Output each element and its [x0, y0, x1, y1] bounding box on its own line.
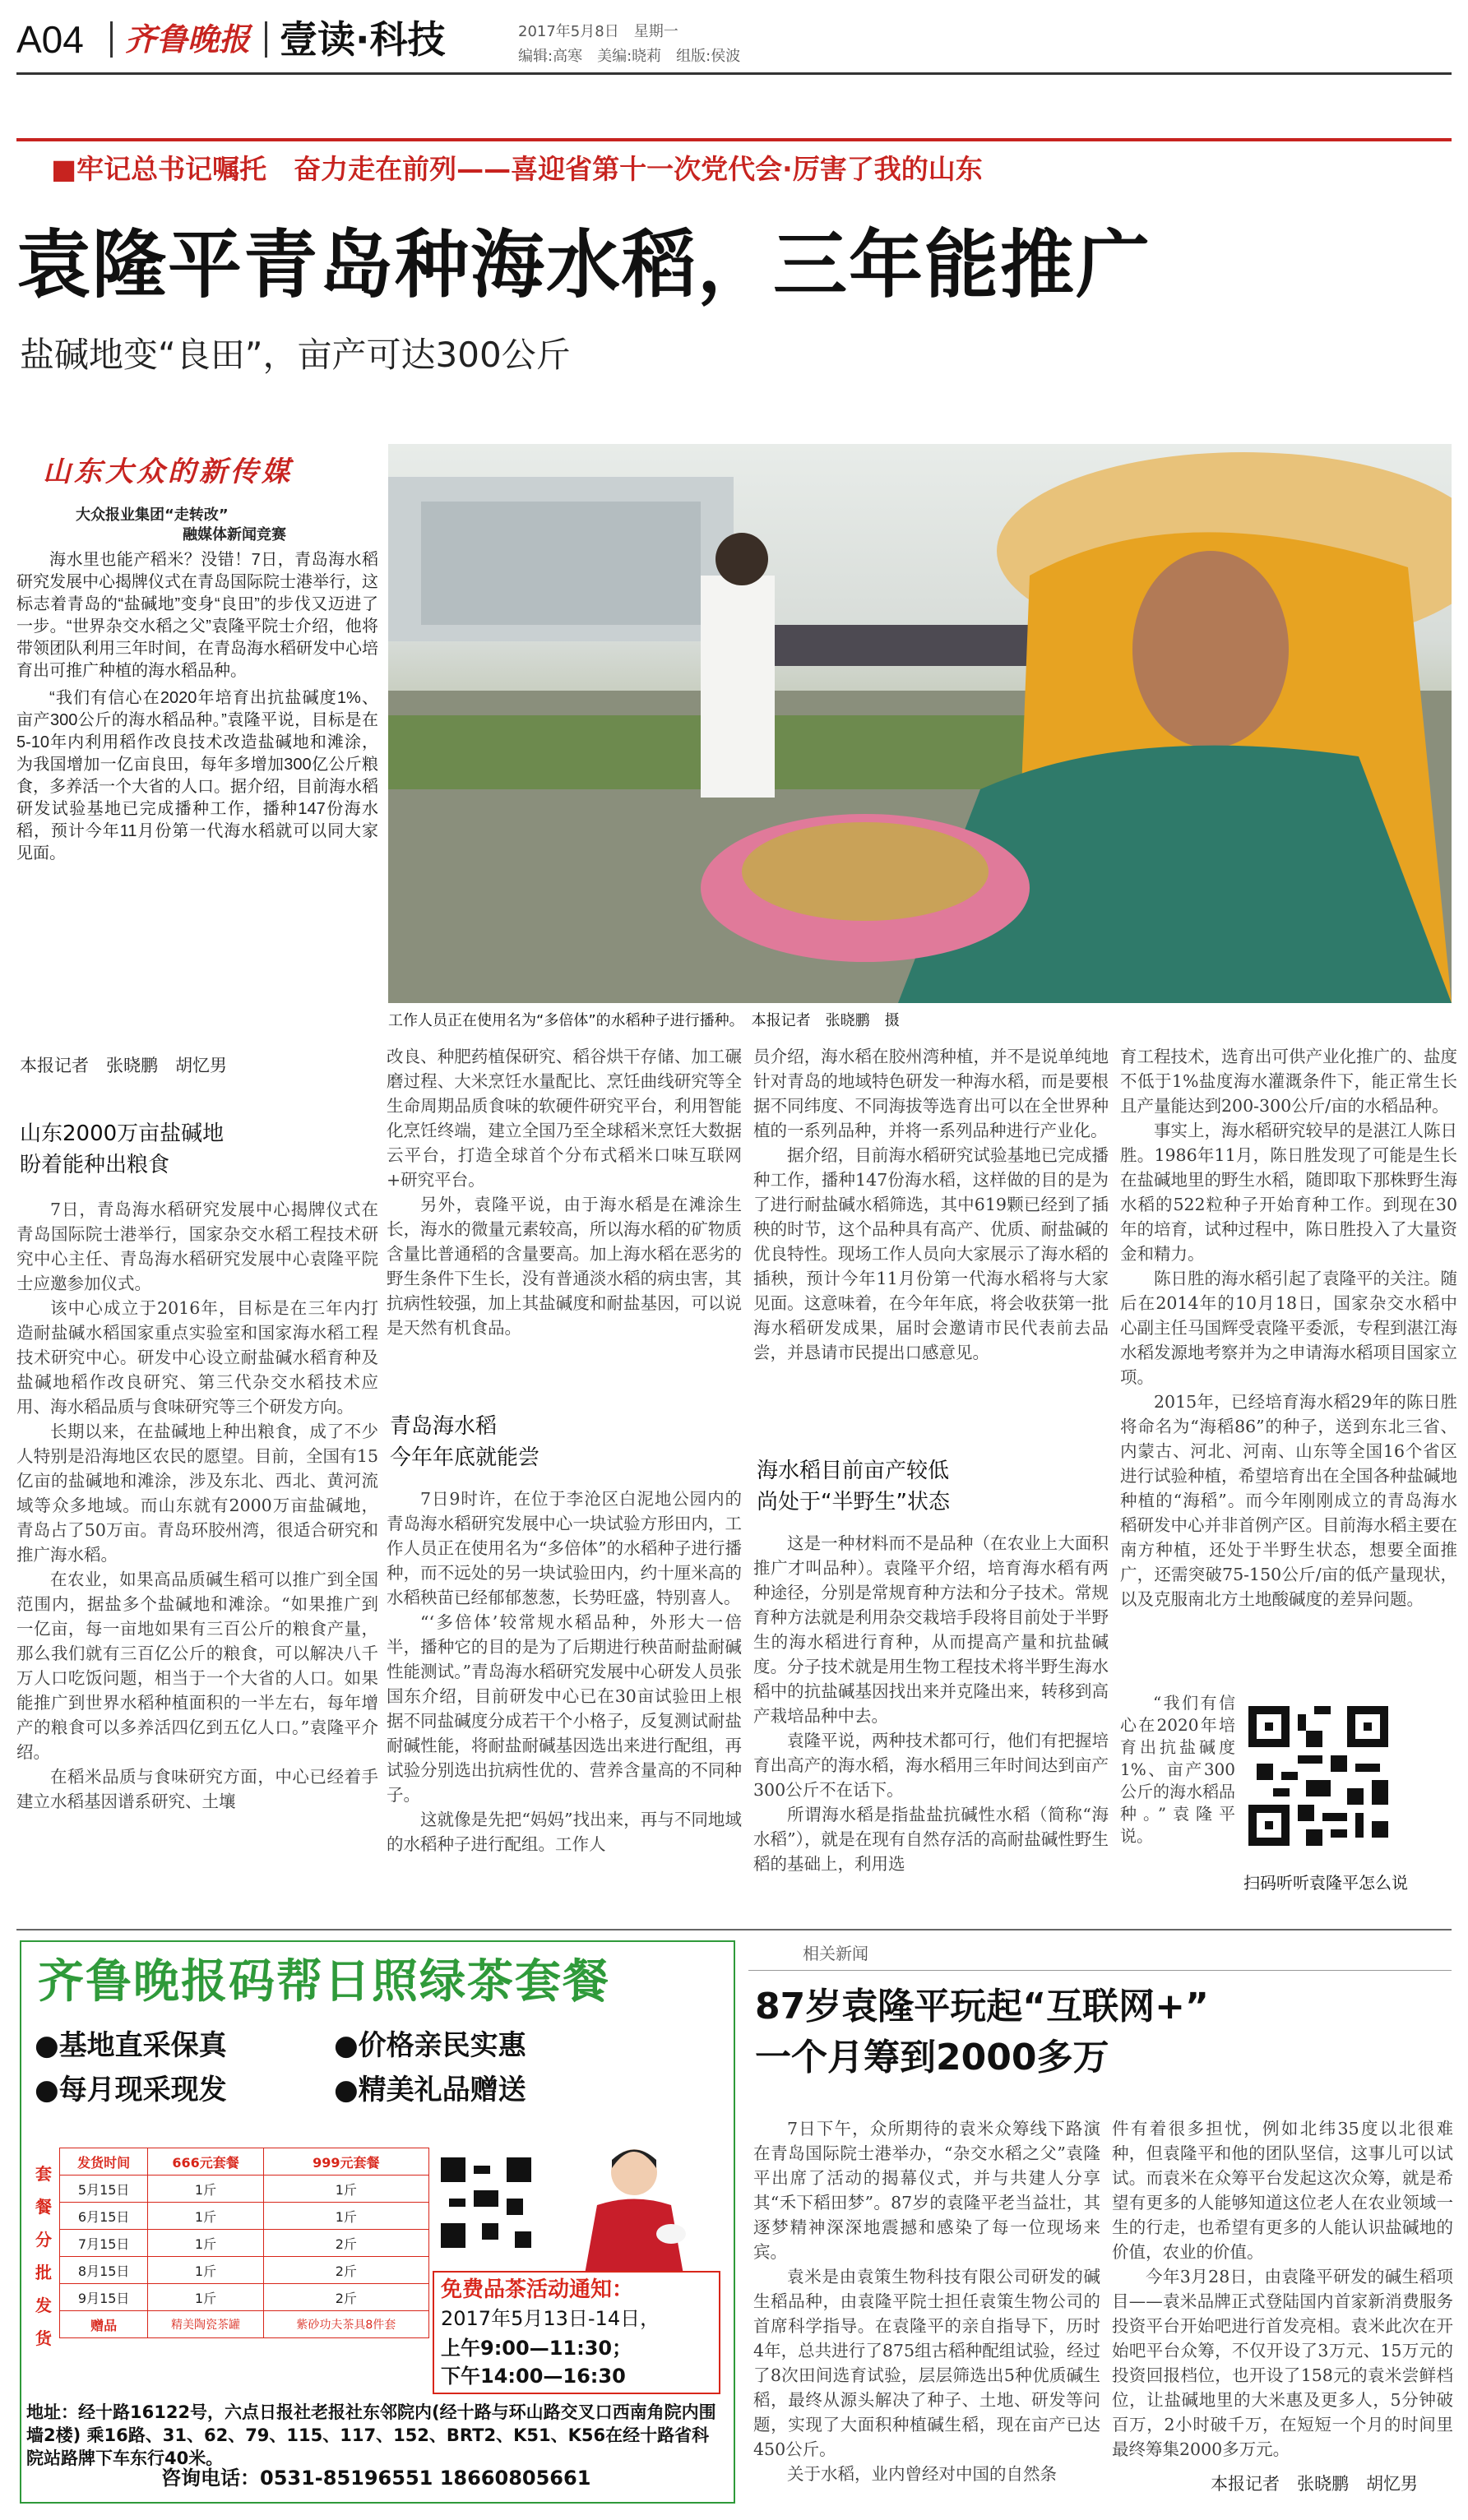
ad-table-cell: 赠品 — [60, 2311, 148, 2338]
ad-notice-title: 免费品茶活动通知： — [441, 2277, 634, 2302]
col2-paragraph: 另外，袁隆平说，由于海水稻是在滩涂生长，海水的微量元素较高，所以海水稻的矿物质含量比普通稻的含量要高。加上海水稻在恶劣的野生条件下生长，没有普通淡水稻的病虫害，其抗病性较强，加上其盐碱度和耐盐基因，可以说是天然有机食品。 — [387, 1195, 742, 1338]
ad-table-cell: 1斤 — [148, 2284, 263, 2311]
col1-body — [16, 1197, 378, 1921]
col1-paragraph: 该中心成立于2016年，目标是在三年内打造耐盐碱水稻国家重点实验室和国家海水稻工程技术研究中心。研发中心设立耐盐碱水稻育种及盐碱地稻作改良研究、第三代杂交水稻技术应用、海水稻品质与食味研究等三个研发方向。 — [16, 1298, 378, 1417]
staff-line: 编辑:高寒 美编:晓莉 组版:侯波 — [518, 48, 741, 65]
ad-feature: ●每月现采现发 — [35, 2074, 227, 2106]
ad-table-cell: 1斤 — [263, 2203, 428, 2230]
col2-subhead: 青岛海水稻 今年年底就能尝 — [390, 1414, 540, 1470]
col4-paragraph: 育工程技术，选育出可供产业化推广的、盐度不低于1%盐度海水灌溉条件下，能正常生长且产量能达到200-300公斤/亩的水稻品种。 — [1120, 1047, 1457, 1116]
col2-body-bottom — [387, 1487, 742, 1921]
ad-table-row — [60, 2284, 429, 2311]
ad-table-cell: 1斤 — [148, 2257, 263, 2284]
ad-table-cell: 1斤 — [148, 2203, 263, 2230]
col3-body-top — [753, 1044, 1109, 1414]
related-label-rule — [748, 1970, 1452, 1971]
campaign-logo-text: 山东大众的新传媒 — [43, 455, 293, 488]
qr-code-graphic — [1248, 1706, 1388, 1846]
ad-hotline: 咨询电话：0531-85196551 18660805661 — [161, 2467, 591, 2490]
related-byline: 本报记者 张晓鹏 胡忆男 — [1211, 2474, 1418, 2494]
main-photo — [388, 444, 1452, 1003]
col1-paragraph: 在农业，如果高品质碱生稻可以推广到全国范围内，据盐多个盐碱地和滩涂。“如果推广到一亿亩，每一亩地如果有三百公斤的粮食产量，那么我们就有三百亿公斤的粮食，可以解决八千万人口吃饭问题，相当于一个大省的人口。如果能推广到世界水稻种植面积的一半左右，每年增产的粮食可以多养活四亿到五亿人口。”袁隆平介绍。 — [16, 1570, 378, 1762]
lead-text — [16, 549, 378, 1006]
photo-caption: 工作人员正在使用名为“多倍体”的水稻种子进行播种。 本报记者 张晓鹏 摄 — [388, 1012, 900, 1029]
ad-qr-code — [441, 2157, 531, 2248]
col3-subhead: 海水稻目前亩产较低 尚处于“半野生”状态 — [757, 1459, 950, 1514]
ad-table-cell: 精美陶瓷茶罐 — [148, 2311, 263, 2338]
campaign-line-2: 融媒体新闻竞赛 — [183, 526, 286, 543]
ad-table-cell: 9月15日 — [60, 2284, 148, 2311]
paper-logo: 齐鲁晚报 — [125, 21, 251, 58]
sub-headline: 盐碱地变“良田”，亩产可达300公斤 — [20, 335, 571, 375]
ad-table-cell: 2斤 — [263, 2230, 428, 2257]
masthead-divider-2 — [265, 21, 267, 58]
col2-paragraph: “‘多倍体’较常规水稻品种，外形大一倍半，播种它的目的是为了后期进行秧苗耐盐耐碱性能测试。”青岛海水稻研究发展中心研发人员张国东介绍，目前研发中心已在30亩试验田上根据不同盐碱度分成若干个小格子，反复测试耐盐耐碱性能，将耐盐耐碱基因选出来进行配组，再试验分别选出抗病性优的、营养含量高的不同种子。 — [387, 1612, 742, 1805]
ad-side-label: 套餐分批发货 — [35, 2164, 52, 2348]
lead-paragraph: “我们有信心在2020年培育出抗盐碱度1%、亩产300公斤的海水稻品种。”袁隆平说，目标是在5-10年内利用稻作改良技术改造盐碱地和滩涂，为我国增加一亿亩良田，每年多增加300亿公斤粮食，多养活一个大省的人口。据介绍，目前海水稻研发试验基地已完成播种工作，播种147份海水稻，预计今年11月份第一代海水稻就可以同大家见面。 — [16, 689, 378, 862]
ad-qr-graphic — [441, 2157, 531, 2248]
related-paragraph: 袁米是由袁策生物科技有限公司研发的碱生稻品种，由袁隆平院士担任袁策生物公司的首席科学指导。在袁隆平的亲自指导下，历时4年，总共进行了875组古稻种配组试验，经过了8次田间选育试验，层层筛选出5种优质碱生稻，最终从源头解决了种子、土地、研发等问题，实现了大面积种植碱生稻，现在亩产已达450公斤。 — [753, 2267, 1100, 2459]
ad-table-header-cell: 发货时间 — [60, 2148, 148, 2176]
col3-paragraph: 袁隆平说，两种技术都可行，他们有把握培育出高产的海水稻，海水稻用三年时间达到亩产300公斤不在话下。 — [753, 1731, 1109, 1800]
col2-paragraph: 7日9时许，在位于李沧区白泥地公园内的青岛海水稻研究发展中心一块试验方形田内，工作人员正在使用名为“多倍体”的水稻种子进行播种，而不远处的另一块试验田内，约十厘米高的水稻秧苗已经郁郁葱葱，长势旺盛，特别喜人。 — [387, 1489, 742, 1607]
ad-address: 地址：经十路16122号，六点日报社老报社东邻院内(经十路与环山路交叉口西南角院内围墙2楼) 乘16路、31、62、79、115、117、152、BRT2、K51、K56在经十路省科院站路牌下车东行40米。 — [26, 2402, 716, 2468]
ad-table-cell: 2斤 — [263, 2257, 428, 2284]
related-label: 相关新闻 — [803, 1944, 868, 1963]
byline: 本报记者 张晓鹏 胡忆男 — [20, 1056, 227, 1075]
related-paragraph: 今年3月28日，由袁隆平研发的碱生稻项目——袁米品牌正式登陆国内首家新消费服务投资平台开始吧进行首发亮相。袁米此次在开始吧平台众筹，不仅开设了3万元、15万元的投资回报档位，也开设了158元的袁米尝鲜档位，让盐碱地里的大米惠及更多人，5分钟破百万，2小时破千万，在短短一个月的时间里最终筹集2000多万元。 — [1112, 2267, 1453, 2459]
photo-illustration — [388, 444, 1452, 1003]
ad-title: 齐鲁晚报码帮日照绿茶套餐 — [38, 1955, 610, 2009]
col4-paragraph: 事实上，海水稻研究较早的是湛江人陈日胜。1986年11月，陈日胜发现了可能是生长在盐碱地里的野生水稻，随即取下那株野生海水稻的522粒种子开始育种工作。到现在30年的培育，试种过程中，陈日胜投入了大量资金和精力。 — [1120, 1121, 1457, 1264]
ad-feature: ●基地直采保真 — [35, 2029, 227, 2062]
col1-paragraph: 长期以来，在盐碱地上种出粮食，成了不少人特别是沿海地区农民的愿望。目前，全国有15亿亩的盐碱地和滩涂，涉及东北、西北、黄河流域等众多地域。而山东就有2000万亩盐碱地，青岛占了50万亩。青岛环胶州湾，很适合研究和推广海水稻。 — [16, 1422, 378, 1565]
ad-table-header-cell: 999元套餐 — [263, 2148, 428, 2176]
ad-table-row — [60, 2203, 429, 2230]
tea-ad — [20, 1940, 735, 2504]
col1-subhead: 山东2000万亩盐碱地 盼着能种出粮食 — [20, 1121, 225, 1177]
lead-paragraph: 海水里也能产稻米？没错！7日，青岛海水稻研究发展中心揭牌仪式在青岛国际院士港举行，这标志着青岛的“盐碱地”变身“良田”的步伐又迈进了一步。“世界杂交水稻之父”袁隆平院士介绍，他将带领团队利用三年时间，在青岛海水稻研发中心培育出可推广种植的海水稻品种。 — [16, 551, 378, 680]
ad-feature: ●精美礼品赠送 — [334, 2074, 526, 2106]
banner-bar — [16, 138, 1452, 141]
col4-paragraph: 2015年，已经培育海水稻29年的陈日胜将命名为“海稻86”的种子，送到东北三省、内蒙古、河北、河南、山东等全国16个省区进行试验种植，希望培育出在全国各种盐碱地种植的“海稻”。而今年刚刚成立的青岛海水稻研发中心并非首例产区。目前海水稻主要在南方种植，还处于半野生状态，想要全面推广，还需突破75-150公斤/亩的低产量现状，以及克服南北方土地酸碱度的差异问题。 — [1120, 1392, 1457, 1609]
related-title: 87岁袁隆平玩起“互联网+” 一个月筹到2000多万 — [755, 1986, 1209, 2078]
masthead-divider-1 — [110, 21, 113, 58]
ad-table-row — [60, 2230, 429, 2257]
date-line: 2017年5月8日 星期一 — [518, 23, 678, 40]
ad-table-row — [60, 2176, 429, 2203]
ad-notice-box — [433, 2271, 720, 2394]
col1-paragraph: 7日，青岛海水稻研究发展中心揭牌仪式在青岛国际院士港举行，国家杂交水稻工程技术研究中心主任、青岛海水稻研究发展中心袁隆平院士应邀参加仪式。 — [16, 1200, 378, 1293]
related-body-left — [753, 2116, 1100, 2495]
lower-section-rule — [16, 1929, 1452, 1930]
related-body-right — [1112, 2116, 1453, 2462]
ad-table-cell: 1斤 — [148, 2230, 263, 2257]
ad-table-cell: 1斤 — [263, 2176, 428, 2203]
ad-table-cell: 7月15日 — [60, 2230, 148, 2257]
ad-table-cell: 5月15日 — [60, 2176, 148, 2203]
related-paragraph: 件有着很多担忧，例如北纬35度以北很难种，但袁隆平和他的团队坚信，这事儿可以试试。而袁米在众筹平台发起这次众筹，就是希望有更多的人能够知道这位老人在农业领域一生的行走，也希望有更多的人能认识盐碱地的价值，农业的价值。 — [1112, 2119, 1453, 2262]
ad-table-gift-row — [60, 2311, 429, 2338]
ad-notice-pm: 下午14:00—16:30 — [441, 2365, 626, 2388]
ad-feature: ●价格亲民实惠 — [334, 2029, 526, 2062]
col4-quote: “我们有信心在2020年培育出抗盐碱度1%、亩产300公斤的海水稻品种。”袁隆平说。 — [1120, 1693, 1235, 1846]
col3-paragraph: 这是一种材料而不是品种（在农业上大面积推广才叫品种）。袁隆平介绍，培育海水稻有两种途径，分别是常规育种方法和分子技术。常规育种方法就是利用杂交栽培手段将目前处于半野生的海水稻进行育种，从而提高产量和抗盐碱度。分子技术就是用生物工程技术将半野生海水稻中的抗盐碱基因找出来并克隆出来，转移到高产栽培品种中去。 — [753, 1533, 1109, 1726]
qr-caption: 扫码听听袁隆平怎么说 — [1243, 1873, 1408, 1893]
col4-paragraph: 陈日胜的海水稻引起了袁隆平的关注。随后在2014年的10月18日，国家杂交水稻中心副主任马国辉受袁隆平委派，专程到湛江海水稻发源地考察并为之申请海水稻项目国家立项。 — [1120, 1269, 1457, 1387]
ad-notice-am: 上午9:00—11:30； — [441, 2337, 632, 2360]
masthead-rule — [16, 72, 1452, 75]
ad-notice-date: 2017年5月13日-14日， — [441, 2307, 660, 2330]
col2-body-top — [387, 1044, 742, 1373]
col4-body — [1120, 1044, 1457, 1685]
col2-paragraph: 改良、种肥药植保研究、稻谷烘干存储、加工碾磨过程、大米烹饪水量配比、烹饪曲线研究等全生命周期品质食味的软硬件研究平台，利用智能化烹饪终端，建立全国乃至全球稻米烹饪大数据云平台，打造全球首个分布式稻米口味互联网+研究平台。 — [387, 1047, 742, 1190]
col1-paragraph: 在稻米品质与食味研究方面，中心已经着手建立水稻基因谱系研究、土壤 — [16, 1767, 378, 1811]
col3-paragraph: 员介绍，海水稻在胶州湾种植，并不是说单纯地针对青岛的地域特色研发一种海水稻，而是要根据不同纬度、不同海拔等选育出可以在全世界种植的一系列品种，并将一系列品种进行产业化。 — [753, 1047, 1109, 1140]
campaign-logo — [43, 451, 355, 541]
main-headline: 袁隆平青岛种海水稻，三年能推广 — [16, 222, 1151, 308]
ad-table-cell: 2斤 — [263, 2284, 428, 2311]
qr-code — [1248, 1706, 1388, 1846]
ad-table-row — [60, 2257, 429, 2284]
related-paragraph: 7日下午，众所期待的袁米众筹线下路演在青岛国际院士港举办，“杂交水稻之父”袁隆平出席了活动的揭幕仪式，并与共建人分享其“禾下稻田梦”。87岁的袁隆平老当益壮，其逐梦精神深深地震撼和感染了每一位现场来宾。 — [753, 2119, 1100, 2262]
related-paragraph: 关于水稻，业内曾经对中国的自然条 — [787, 2464, 1057, 2484]
ad-table-header-cell: 666元套餐 — [148, 2148, 263, 2176]
ad-table-cell: 6月15日 — [60, 2203, 148, 2230]
col2-paragraph: 这就像是先把“妈妈”找出来，再与不同地域的水稻种子进行配组。工作人 — [387, 1810, 742, 1854]
ad-table-cell: 紫砂功夫茶具8件套 — [263, 2311, 428, 2338]
col3-paragraph: 据介绍，目前海水稻研究试验基地已完成播种工作，播种147份海水稻，这样做的目的是为了进行耐盐碱水稻筛选，其中619颗已经到了插秧的时节，这个品种具有高产、优质、耐盐碱的优良特性。现场工作人员向大家展示了海水稻的插秧，预计今年11月份第一代海水稻将与大家见面。这意味着，在今年年底，将会收获第一批海水稻研发成果，届时会邀请市民代表前去品尝，并恳请市民提出口感意见。 — [753, 1145, 1109, 1362]
col3-paragraph: 所谓海水稻是指盐盐抗碱性水稻（简称“海水稻”），就是在现有自然存活的高耐盐碱性野生稻的基础上，利用选 — [753, 1805, 1109, 1874]
ad-table-header — [60, 2148, 429, 2176]
page-number: A04 — [16, 18, 84, 61]
banner-text: ■牢记总书记嘱托 奋力走在前列——喜迎省第十一次党代会·厉害了我的山东 — [51, 153, 983, 185]
campaign-line-1: 大众报业集团“走转改” — [76, 506, 229, 524]
col3-body-bottom — [753, 1531, 1109, 1921]
ad-schedule-table — [59, 2148, 429, 2338]
section-name: 壹读·科技 — [280, 17, 446, 62]
ad-table-cell: 1斤 — [148, 2176, 263, 2203]
ad-table-cell: 8月15日 — [60, 2257, 148, 2284]
